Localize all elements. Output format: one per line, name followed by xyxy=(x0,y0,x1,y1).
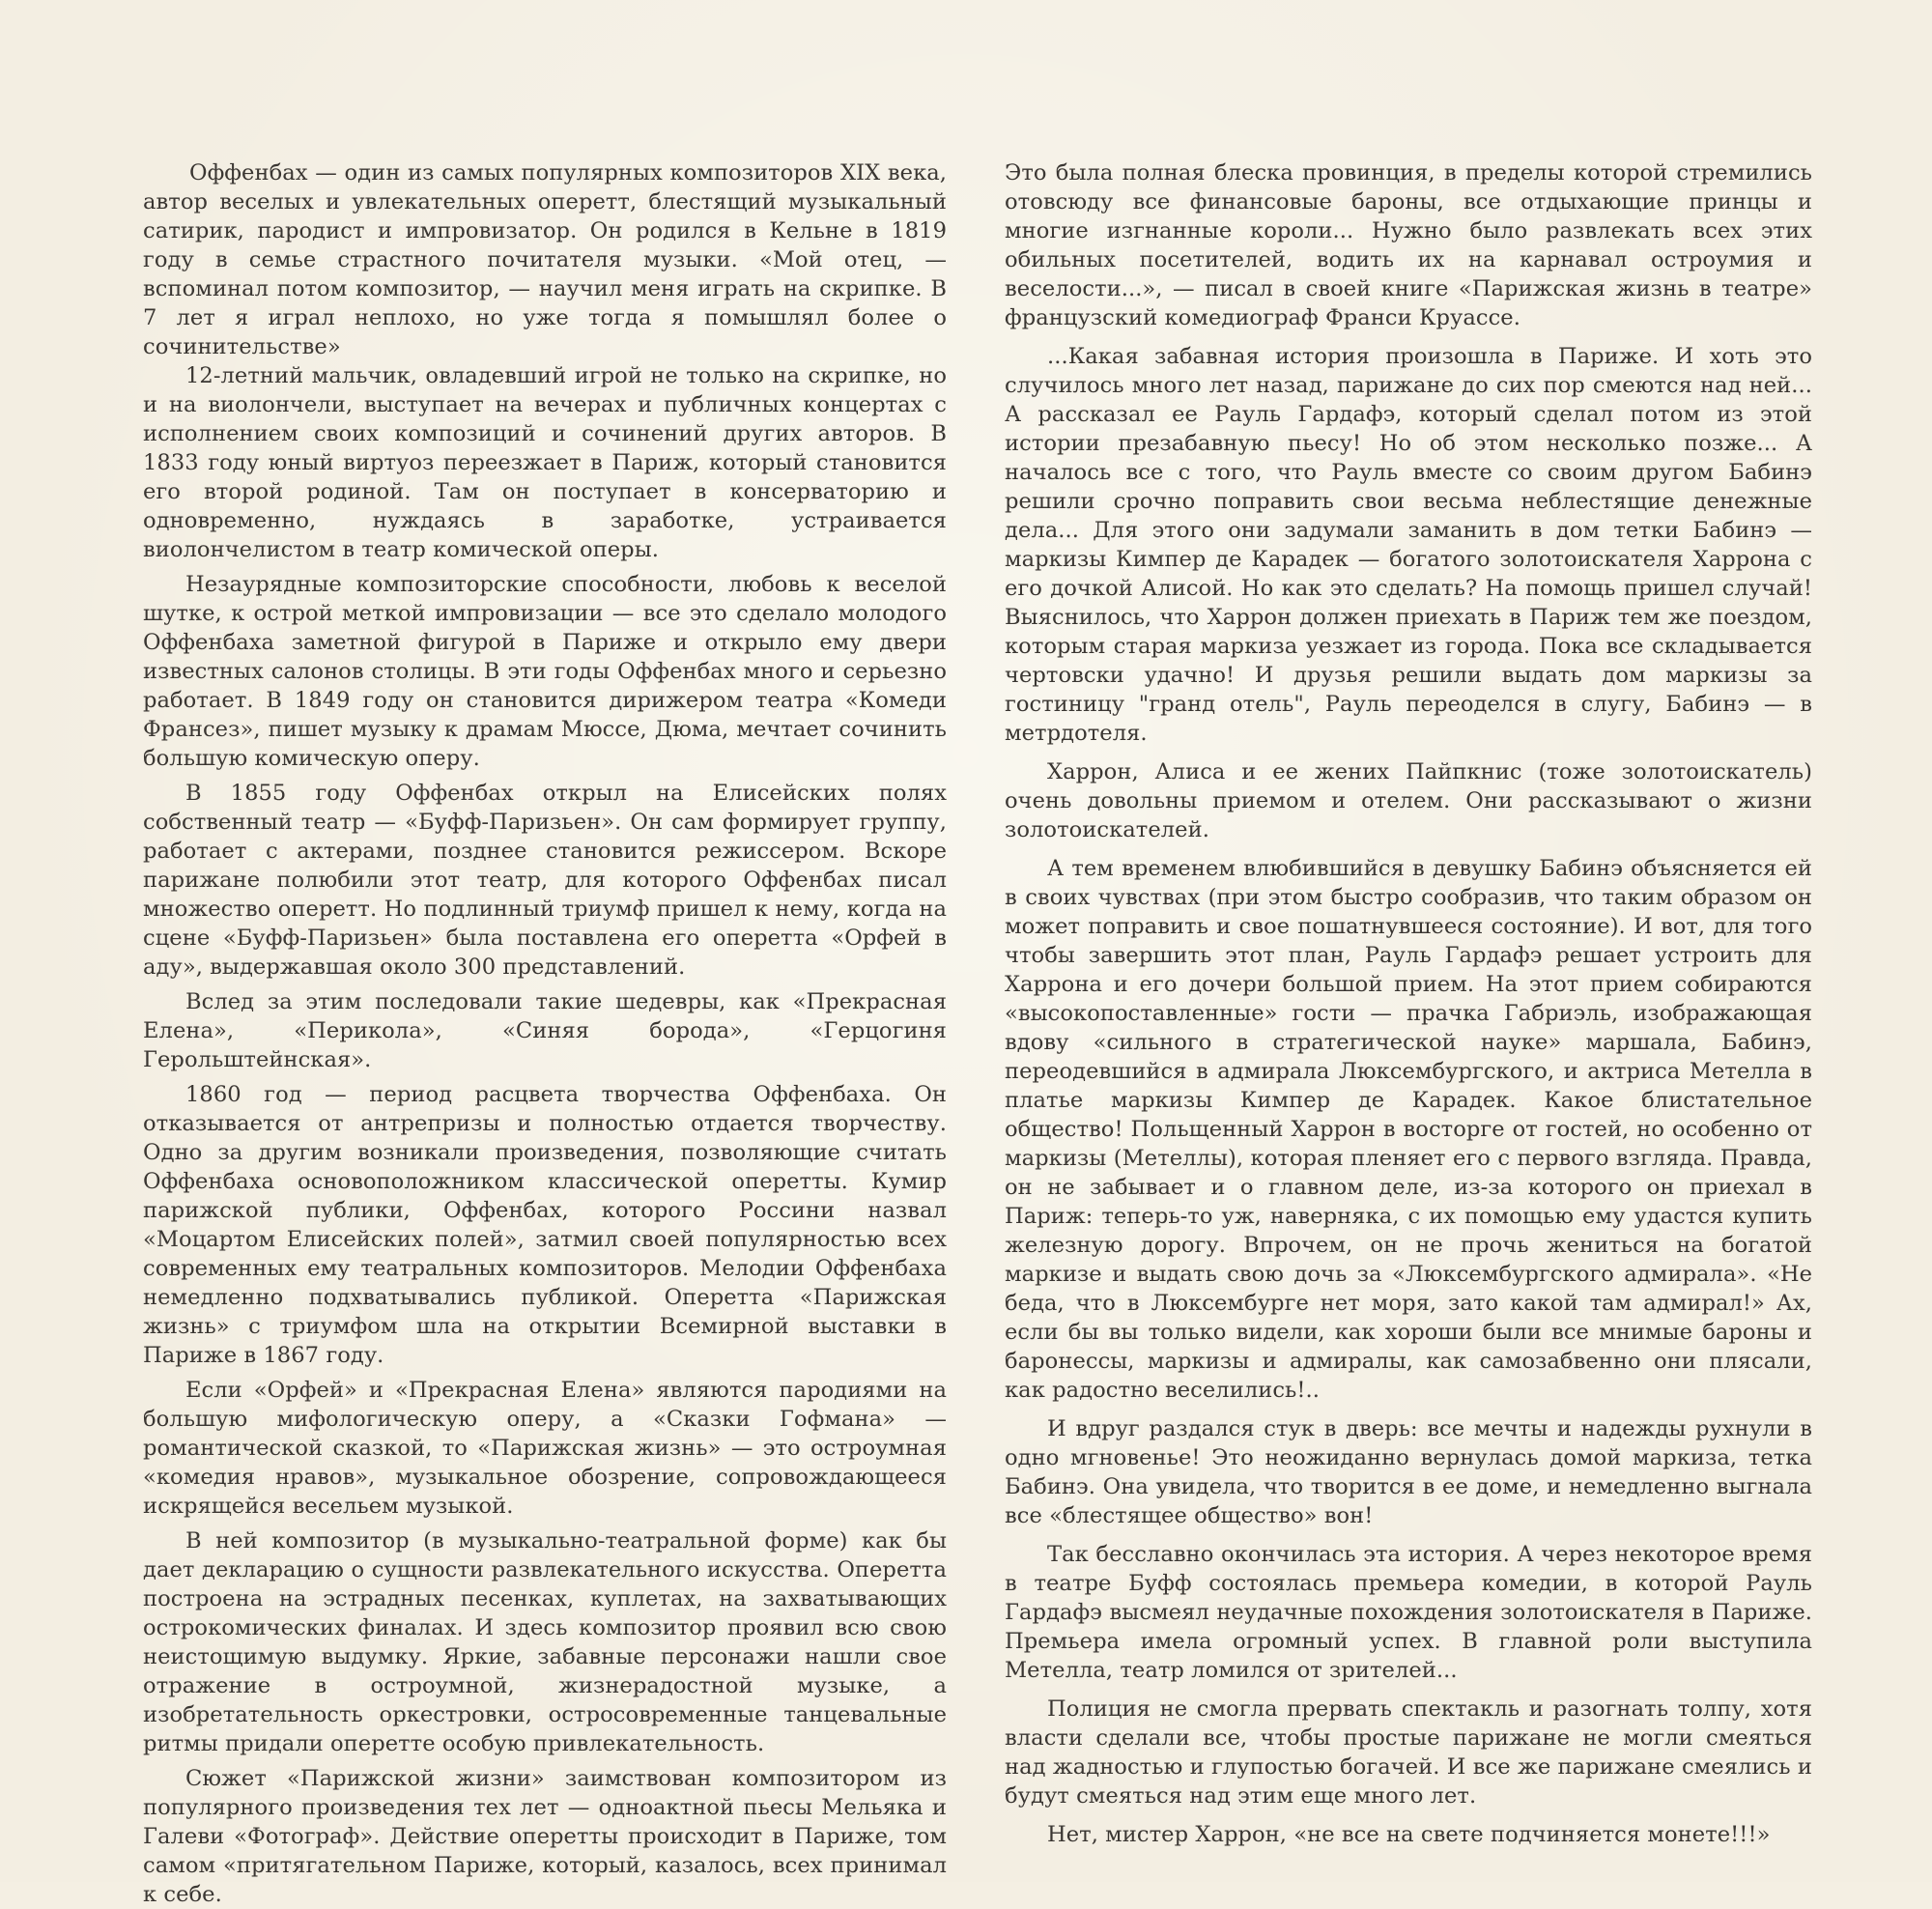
paragraph: Незаурядные композиторские способности, любовь к веселой шутке, к острой меткой импровизации — все это сделало молодого Оффенбаха заметной фигурой в Париже и открыло ему двери известных салонов столицы. В эти годы Оффенбах много и серьезно работает. В 1849 году он становится дирижером театра «Комеди Франсез», пишет музыку к драмам Мюссе, Дюма, мечтает сочинить большую комическую оперу. xyxy=(143,572,947,771)
paragraph: Оффенбах — один из самых популярных композиторов XIX века, автор веселых и увлекательных оперетт, блестящий музыкальный сатирик, пародист и импровизатор. Он родился в Кельне в 1819 году в семье страстного почитателя музыки. «Мой отец, — вспоминал потом композитор, — научил меня играть на скрипке. В 7 лет я играл неплохо, но уже тогда я помышлял более о сочинительстве» xyxy=(143,160,947,359)
paragraph: В 1855 году Оффенбах открыл на Елисейских полях собственный театр — «Буфф-Паризьен». Он сам формирует группу, работает с актерами, позднее становится режиссером. Вскоре парижане полюбили этот театр, для которого Оффенбах писал множество оперетт. Но подлинный триумф пришел к нему, когда на сцене «Буфф-Паризьен» была поставлена его оперетта «Орфей в аду», выдержавшая около 300 представлений. xyxy=(143,781,947,980)
paragraph: Если «Орфей» и «Прекрасная Елена» являются пародиями на большую мифологическую оперу, а «Сказки Гофмана» — романтической сказкой, то «Парижская жизнь» — это остроумная «комедия нравов», музыкальное обозрение, сопровождающееся искрящейся весельем музыкой. xyxy=(143,1378,947,1519)
paragraph: Это была полная блеска провинция, в пределы которой стремились отовсюду все финансовые бароны, все отдыхающие принцы и многие изгнанные короли... Нужно было развлекать всех этих обильных посетителей, водить их на карнавал остроумия и веселости...», — писал в своей книге «Парижская жизнь в театре» французский комедиограф Франси Круассе. xyxy=(1005,160,1812,330)
paragraph: Полиция не смогла прервать спектакль и разогнать толпу, хотя власти сделали все, чтобы простые парижане не могли смеяться над жадностью и глупостью богачей. И все же парижане смеялись и будут смеяться над этим еще много лет. xyxy=(1005,1696,1812,1809)
paragraph: 1860 год — период расцвета творчества Оффенбаха. Он отказывается от антрепризы и полностью отдается творчеству. Одно за другим возникали произведения, позволяющие считать Оффенбаха основоположником классической оперетты. Кумир парижской публики, Оффенбах, которого Россини назвал «Моцартом Елисейских полей», затмил своей популярностью всех современных ему театральных композиторов. Мелодии Оффенбаха немедленно подхватывались публикой. Оперетта «Парижская жизнь» с триумфом шла на открытии Всемирной выставки в Париже в 1867 году. xyxy=(143,1082,947,1368)
right-text-column xyxy=(1005,158,1812,1849)
paragraph: Сюжет «Парижской жизни» заимствован композитором из популярного произведения тех лет — одноактной пьесы Мельяка и Галеви «Фотограф». Действие оперетты происходит в Париже, том самом «притягательном Париже, который, казалось, всех принимал к себе. xyxy=(143,1766,947,1907)
paragraph: Харрон, Алиса и ее жених Пайпкнис (тоже золотоискатель) очень довольны приемом и отелем. Они рассказывают о жизни золотоискателей. xyxy=(1005,759,1812,842)
paragraph: В ней композитор (в музыкально-театральной форме) как бы дает декларацию о сущности развлекательного искусства. Оперетта построена на эстрадных песенках, куплетах, на захватывающих острокомических финалах. И здесь композитор проявил всю свою неистощимую выдумку. Яркие, забавные персонажи нашли свое отражение в остроумной, жизнерадостной музыке, а изобретательность оркестровки, остросовременные танцевальные ритмы придали оперетте особую привлекательность. xyxy=(143,1528,947,1756)
paragraph: ...Какая забавная история произошла в Париже. И хоть это случилось много лет назад, парижане до сих пор смеются над ней... А рассказал ее Рауль Гардафэ, который сделал потом из этой истории презабавную пьесу! Но об этом несколько позже... А началось все с того, что Рауль вместе со своим другом Бабинэ решили срочно поправить свои весьма неблестящие денежные дела... Для этого они задумали заманить в дом тетки Бабинэ — маркизы Кимпер де Карадек — богатого золотоискателя Харрона с его дочкой Алисой. Но как это сделать? На помощь пришел случай! Выяснилось, что Харрон должен приехать в Париж тем же поездом, которым старая маркиза уезжает из города. Пока все складывается чертовски удачно! И друзья решили выдать дом маркизы за гостиницу "гранд отель", Рауль переоделся в слугу, Бабинэ — в метрдотеля. xyxy=(1005,344,1812,746)
paragraph: И вдруг раздался стук в дверь: все мечты и надежды рухнули в одно мгновенье! Это неожиданно вернулась домой маркиза, тетка Бабинэ. Она увидела, что творится в ее доме, и немедленно выгнала все «блестящее общество» вон! xyxy=(1005,1416,1812,1528)
left-text-column xyxy=(143,158,947,1909)
paragraph: 12-летний мальчик, овладевший игрой не только на скрипке, но и на виолончели, выступает на вечерах и публичных концертах с исполнением своих композиций и сочинений других авторов. В 1833 году юный виртуоз переезжает в Париж, который становится его второй родиной. Там он поступает в консерваторию и одновременно, нуждаясь в заработке, устраивается виолончелистом в театр комической оперы. xyxy=(143,363,947,562)
paragraph: Так бесславно окончилась эта история. А через некоторое время в театре Буфф состоялась премьера комедии, в которой Рауль Гардафэ высмеял неудачные похождения золотоискателя в Париже. Премьера имела огромный успех. В главной роли выступила Метелла, театр ломился от зрителей... xyxy=(1005,1542,1812,1683)
paragraph: Вслед за этим последовали такие шедевры, как «Прекрасная Елена», «Перикола», «Синяя борода», «Герцогиня Герольштейнская». xyxy=(143,989,947,1072)
paragraph: А тем временем влюбившийся в девушку Бабинэ объясняется ей в своих чувствах (при этом быстро сообразив, что таким образом он может поправить и свое пошатнувшееся состояние). И вот, для того чтобы завершить этот план, Рауль Гардафэ решает устроить для Харрона и его дочери большой прием. На этот прием собираются «высокопоставленные» гости — прачка Габриэль, изображающая вдову «сильного в стратегической науке» маршала, Бабинэ, переодевшийся в адмирала Люксембургского, и актриса Метелла в платье маркизы Кимпер де Карадек. Какое блистательное общество! Польщенный Харрон в восторге от гостей, но особенно от маркизы (Метеллы), которая пленяет его с первого взгляда. Правда, он не забывает и о главном деле, из-за которого он приехал в Париж: теперь-то уж, наверняка, с их помощью ему удастся купить железную дорогу. Впрочем, он не прочь жениться на богатой маркизе и выдать свою дочь за «Люксембургского адмирала». «Не беда, что в Люксембурге нет моря, зато какой там адмирал!» Ах, если бы вы только видели, как хороши были все мнимые бароны и баронессы, маркизы и адмиралы, как самозабвенно они плясали, как радостно веселились!.. xyxy=(1005,856,1812,1403)
paragraph: Нет, мистер Харрон, «не все на свете подчиняется монете!!!» xyxy=(1047,1822,1771,1847)
